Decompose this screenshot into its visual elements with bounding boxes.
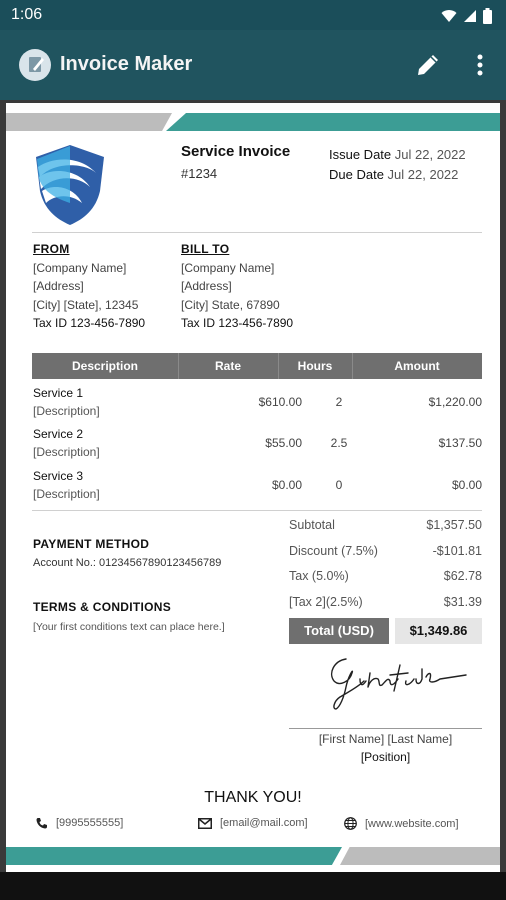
row-amount: $137.50 [438, 436, 482, 450]
header-rate: Rate [214, 359, 241, 373]
from-tax-label: Tax ID [33, 316, 68, 330]
wifi-icon [441, 9, 457, 23]
website-text: [www.website.com] [365, 817, 459, 830]
contact-website [344, 817, 459, 830]
row-hours: 2.5 [330, 436, 348, 450]
row-description: [Description] [33, 487, 100, 501]
contact-email [198, 817, 308, 829]
account-number: Account No.: 01234567890123456789 [33, 557, 222, 569]
status-bar [0, 0, 506, 30]
row-amount: $1,220.00 [428, 395, 482, 409]
battery-icon [483, 8, 492, 24]
discount-value: -$101.81 [432, 544, 482, 558]
decor-band-top-gray [6, 113, 172, 131]
issue-date: Jul 22, 2022 [394, 147, 466, 162]
total-value: $1,349.86 [395, 618, 482, 644]
row-rate: $55.00 [265, 436, 302, 450]
bill-to-city: [City] State, 67890 [181, 297, 280, 312]
contact-phone [36, 817, 123, 829]
tax-row [289, 569, 482, 587]
app-logo-icon [19, 49, 51, 81]
tax2-value: $31.39 [443, 595, 482, 609]
signer-name: [First Name] [Last Name] [318, 732, 453, 746]
bill-to-heading: BILL TO [181, 242, 230, 256]
header-hours: Hours [297, 359, 333, 373]
row-hours: 2 [335, 395, 343, 409]
signer-position: [Position] [360, 750, 411, 764]
bill-to-tax-id: 123-456-7890 [218, 316, 294, 330]
tax2-row [289, 595, 482, 613]
tax-value: $62.78 [443, 569, 482, 583]
email-text: [email@mail.com] [220, 817, 308, 829]
discount-row [289, 544, 482, 562]
thank-you-text: THANK YOU! [204, 789, 302, 806]
from-address: [Address] [33, 279, 84, 293]
status-icons [441, 8, 492, 24]
issue-date-label: Issue Date [329, 147, 392, 162]
row-description: [Description] [33, 404, 100, 418]
terms-text: [Your first conditions text can place here.] [33, 621, 225, 633]
more-options-button[interactable] [470, 50, 490, 80]
from-tax-id: 123-456-7890 [70, 316, 146, 330]
decor-band-top-teal [166, 113, 500, 131]
terms-heading: TERMS & CONDITIONS [33, 600, 172, 614]
subtotal-value: $1,357.50 [426, 518, 482, 532]
row-title: Service 1 [33, 386, 84, 400]
table-row[interactable] [32, 427, 482, 467]
status-time: 1:06 [11, 6, 43, 23]
invoice-preview[interactable] [6, 103, 500, 872]
phone-text: [9995555555] [56, 817, 124, 829]
more-vert-icon [470, 50, 490, 80]
row-rate: $610.00 [258, 395, 302, 409]
due-date-label: Due Date [329, 167, 384, 182]
row-hours: 0 [335, 478, 343, 492]
table-row[interactable] [32, 469, 482, 509]
globe-icon [344, 817, 357, 830]
app-title: Invoice Maker [60, 53, 193, 75]
payment-method-heading: PAYMENT METHOD [33, 537, 150, 551]
tax2-label: [Tax 2](2.5%) [289, 595, 363, 609]
decor-band-bottom-gray [340, 847, 500, 865]
system-nav-bar [0, 872, 506, 900]
bill-to-address: [Address] [181, 279, 232, 293]
subtotal-row [289, 518, 482, 536]
row-rate: $0.00 [271, 478, 302, 492]
row-title: Service 2 [33, 427, 84, 441]
invoice-dates [329, 145, 466, 185]
subtotal-label: Subtotal [289, 518, 335, 532]
total-label: Total (USD) [289, 618, 389, 644]
invoice-number: #1234 [181, 166, 218, 181]
invoice-title: Service Invoice [181, 143, 291, 160]
header-amount: Amount [394, 359, 440, 373]
tax-label: Tax (5.0%) [289, 569, 349, 583]
app-bar [0, 30, 506, 100]
edit-button[interactable] [414, 51, 442, 79]
table-row[interactable] [32, 386, 482, 426]
signal-icon [463, 9, 477, 23]
signature-line [289, 728, 482, 729]
from-block [33, 240, 145, 333]
discount-label: Discount (7.5%) [289, 544, 378, 558]
from-city: [City] [State], 12345 [33, 297, 139, 312]
from-company: [Company Name] [33, 260, 127, 275]
pencil-icon [414, 51, 442, 79]
divider [32, 510, 482, 511]
table-header [32, 353, 482, 379]
divider [32, 232, 482, 233]
due-date: Jul 22, 2022 [387, 167, 459, 182]
bill-to-tax-label: Tax ID [181, 316, 216, 330]
email-icon [198, 818, 212, 829]
signature-image [324, 651, 474, 713]
shield-logo-icon [34, 143, 106, 227]
bill-to-company: [Company Name] [181, 260, 275, 275]
from-heading: FROM [33, 242, 70, 256]
bill-to-block [181, 240, 293, 333]
row-description: [Description] [33, 445, 100, 459]
decor-band-bottom-teal [6, 847, 342, 865]
row-amount: $0.00 [451, 478, 482, 492]
header-description: Description [71, 359, 138, 373]
row-title: Service 3 [33, 469, 84, 483]
phone-icon [36, 817, 48, 829]
